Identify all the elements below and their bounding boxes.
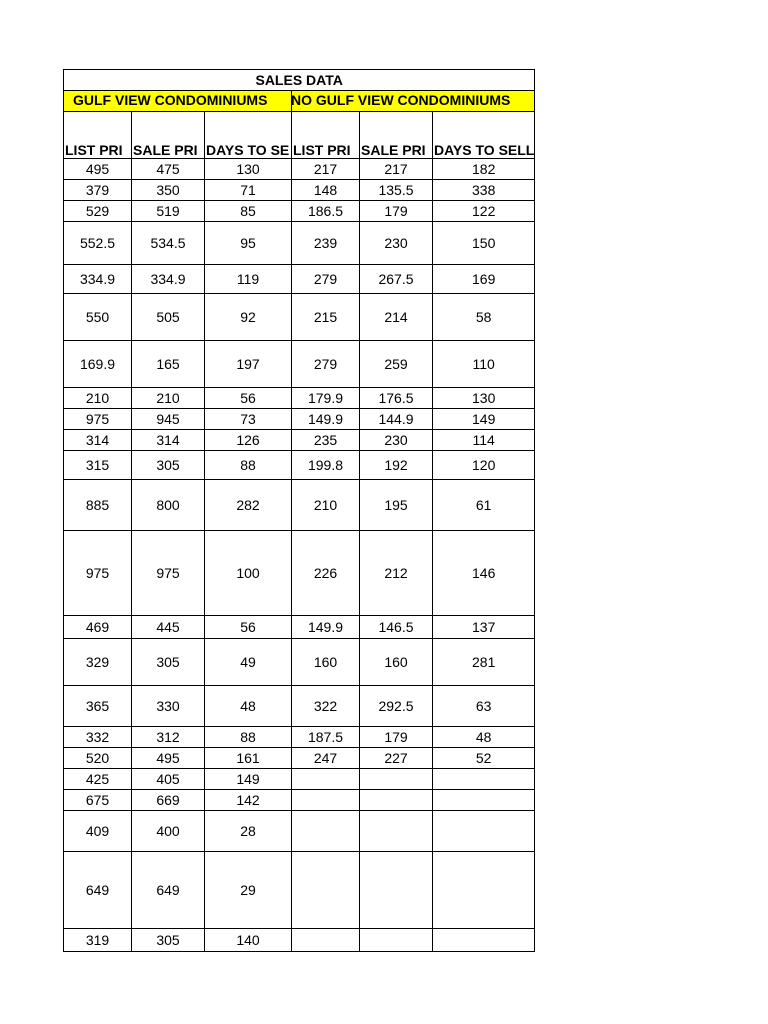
- sale-price-cell[interactable]: 292.5: [360, 686, 433, 727]
- days-to-sell-cell[interactable]: [433, 811, 535, 852]
- list-price-cell[interactable]: [292, 769, 360, 790]
- list-price-cell[interactable]: [292, 790, 360, 811]
- list-price-cell[interactable]: 425: [64, 769, 132, 790]
- sale-price-cell[interactable]: [360, 769, 433, 790]
- sale-price-cell[interactable]: 975: [132, 531, 205, 616]
- table-row: [64, 790, 535, 811]
- sale-price-cell[interactable]: 217: [360, 159, 433, 180]
- sale-price-cell[interactable]: [360, 811, 433, 852]
- list-price-cell[interactable]: 217: [292, 159, 360, 180]
- sale-price-cell[interactable]: 305: [132, 451, 205, 480]
- sale-price-cell[interactable]: 445: [132, 616, 205, 639]
- sale-price-header[interactable]: SALE PRI: [360, 112, 433, 159]
- table-row: [64, 159, 535, 180]
- list-price-cell[interactable]: 315: [64, 451, 132, 480]
- sale-price-cell[interactable]: 505: [132, 294, 205, 341]
- table-row: [64, 451, 535, 480]
- list-price-cell[interactable]: 329: [64, 639, 132, 686]
- sale-price-cell[interactable]: 227: [360, 748, 433, 769]
- days-to-sell-cell[interactable]: [433, 929, 535, 952]
- days-to-sell-cell[interactable]: 130: [433, 388, 535, 409]
- sale-price-cell[interactable]: 179: [360, 727, 433, 748]
- days-to-sell-cell[interactable]: 149: [205, 769, 292, 790]
- days-to-sell-cell[interactable]: [433, 769, 535, 790]
- list-price-cell[interactable]: 149.9: [292, 409, 360, 430]
- sale-price-cell[interactable]: 534.5: [132, 222, 205, 265]
- days-to-sell-cell[interactable]: 28: [205, 811, 292, 852]
- days-to-sell-cell[interactable]: 92: [205, 294, 292, 341]
- sale-price-cell[interactable]: 475: [132, 159, 205, 180]
- table-row: [64, 929, 535, 952]
- days-to-sell-cell[interactable]: 48: [205, 686, 292, 727]
- list-price-cell[interactable]: 210: [64, 388, 132, 409]
- list-price-cell[interactable]: 235: [292, 430, 360, 451]
- list-price-cell[interactable]: 322: [292, 686, 360, 727]
- gulf-view-label: GULF VIEW CONDOMINIUMS: [73, 92, 268, 108]
- table-row: [64, 265, 535, 294]
- days-to-sell-cell[interactable]: 146: [433, 531, 535, 616]
- list-price-cell[interactable]: 529: [64, 201, 132, 222]
- list-price-cell[interactable]: 975: [64, 531, 132, 616]
- days-to-sell-cell[interactable]: 119: [205, 265, 292, 294]
- no-gulf-view-label: NO GULF VIEW CONDOMINIUMS: [291, 92, 511, 108]
- days-to-sell-cell[interactable]: 56: [205, 388, 292, 409]
- sale-price-cell[interactable]: [360, 852, 433, 929]
- days-to-sell-cell[interactable]: 114: [433, 430, 535, 451]
- days-to-sell-cell[interactable]: 61: [433, 480, 535, 531]
- days-to-sell-cell[interactable]: 120: [433, 451, 535, 480]
- table-row: [64, 294, 535, 341]
- list-price-cell[interactable]: 247: [292, 748, 360, 769]
- sale-price-cell[interactable]: 214: [360, 294, 433, 341]
- spreadsheet: [63, 69, 535, 952]
- list-price-cell[interactable]: 179.9: [292, 388, 360, 409]
- days-to-sell-cell[interactable]: 63: [433, 686, 535, 727]
- sale-price-cell[interactable]: 350: [132, 180, 205, 201]
- list-price-cell[interactable]: 365: [64, 686, 132, 727]
- sale-price-cell[interactable]: 135.5: [360, 180, 433, 201]
- table-row: [64, 769, 535, 790]
- days-to-sell-cell[interactable]: 73: [205, 409, 292, 430]
- list-price-cell[interactable]: 334.9: [64, 265, 132, 294]
- list-price-cell[interactable]: 215: [292, 294, 360, 341]
- sale-price-cell[interactable]: 192: [360, 451, 433, 480]
- days-to-sell-cell[interactable]: 48: [433, 727, 535, 748]
- days-to-sell-cell[interactable]: 88: [205, 727, 292, 748]
- days-to-sell-cell[interactable]: 149: [433, 409, 535, 430]
- list-price-cell[interactable]: 332: [64, 727, 132, 748]
- list-price-cell[interactable]: 210: [292, 480, 360, 531]
- sale-price-cell[interactable]: 259: [360, 341, 433, 388]
- table-row: [64, 480, 535, 531]
- days-to-sell-cell[interactable]: 29: [205, 852, 292, 929]
- days-to-sell-cell[interactable]: 100: [205, 531, 292, 616]
- sale-price-cell[interactable]: 334.9: [132, 265, 205, 294]
- sale-price-cell[interactable]: 945: [132, 409, 205, 430]
- table-row: [64, 852, 535, 929]
- table-row: [64, 341, 535, 388]
- sale-price-cell[interactable]: 210: [132, 388, 205, 409]
- list-price-cell[interactable]: [292, 852, 360, 929]
- list-price-cell[interactable]: 148: [292, 180, 360, 201]
- days-to-sell-cell[interactable]: 142: [205, 790, 292, 811]
- list-price-cell[interactable]: 885: [64, 480, 132, 531]
- sale-price-cell[interactable]: 176.5: [360, 388, 433, 409]
- days-to-sell-cell[interactable]: [433, 852, 535, 929]
- days-to-sell-cell[interactable]: 122: [433, 201, 535, 222]
- sale-price-cell[interactable]: 312: [132, 727, 205, 748]
- table-row: [64, 409, 535, 430]
- table-row: [64, 388, 535, 409]
- sale-price-cell[interactable]: 165: [132, 341, 205, 388]
- sale-price-cell[interactable]: 314: [132, 430, 205, 451]
- list-price-cell[interactable]: 169.9: [64, 341, 132, 388]
- sale-price-cell[interactable]: [360, 929, 433, 952]
- sale-price-cell[interactable]: 144.9: [360, 409, 433, 430]
- sales-table: [63, 69, 535, 952]
- table-row: [64, 222, 535, 265]
- table-row: [64, 180, 535, 201]
- sale-price-cell[interactable]: 800: [132, 480, 205, 531]
- sale-price-cell[interactable]: 230: [360, 430, 433, 451]
- list-price-cell[interactable]: 675: [64, 790, 132, 811]
- list-price-cell[interactable]: 552.5: [64, 222, 132, 265]
- sale-price-cell[interactable]: 146.5: [360, 616, 433, 639]
- sale-price-cell[interactable]: 495: [132, 748, 205, 769]
- days-to-sell-cell[interactable]: 150: [433, 222, 535, 265]
- days-to-sell-cell[interactable]: 58: [433, 294, 535, 341]
- list-price-cell[interactable]: 520: [64, 748, 132, 769]
- sale-price-cell[interactable]: [360, 790, 433, 811]
- days-to-sell-cell[interactable]: 110: [433, 341, 535, 388]
- days-to-sell-cell[interactable]: 182: [433, 159, 535, 180]
- days-to-sell-cell[interactable]: 338: [433, 180, 535, 201]
- days-to-sell-cell[interactable]: 140: [205, 929, 292, 952]
- sale-price-cell[interactable]: 160: [360, 639, 433, 686]
- days-to-sell-cell[interactable]: 71: [205, 180, 292, 201]
- table-row: [64, 430, 535, 451]
- table-row: [64, 639, 535, 686]
- list-price-cell[interactable]: 199.8: [292, 451, 360, 480]
- list-price-cell[interactable]: 314: [64, 430, 132, 451]
- days-to-sell-cell[interactable]: 95: [205, 222, 292, 265]
- days-to-sell-cell[interactable]: 161: [205, 748, 292, 769]
- sale-price-cell[interactable]: 267.5: [360, 265, 433, 294]
- days-to-sell-cell[interactable]: 130: [205, 159, 292, 180]
- sale-price-header[interactable]: SALE PRI: [132, 112, 205, 159]
- no-gulf-view-header[interactable]: [292, 91, 535, 112]
- table-row: [64, 686, 535, 727]
- days-to-sell-cell[interactable]: 282: [205, 480, 292, 531]
- days-to-sell-cell[interactable]: 281: [433, 639, 535, 686]
- days-to-sell-cell[interactable]: 169: [433, 265, 535, 294]
- list-price-cell[interactable]: 160: [292, 639, 360, 686]
- list-price-cell[interactable]: 279: [292, 265, 360, 294]
- list-price-cell[interactable]: 649: [64, 852, 132, 929]
- table-row: [64, 748, 535, 769]
- list-price-cell[interactable]: 469: [64, 616, 132, 639]
- sale-price-cell[interactable]: 669: [132, 790, 205, 811]
- days-to-sell-cell[interactable]: 56: [205, 616, 292, 639]
- list-price-cell[interactable]: 186.5: [292, 201, 360, 222]
- sale-price-cell[interactable]: 330: [132, 686, 205, 727]
- table-row: [64, 811, 535, 852]
- sale-price-cell[interactable]: 305: [132, 639, 205, 686]
- sale-price-cell[interactable]: 305: [132, 929, 205, 952]
- list-price-cell[interactable]: 379: [64, 180, 132, 201]
- sheet-title[interactable]: SALES DATA: [64, 70, 535, 91]
- list-price-cell[interactable]: 239: [292, 222, 360, 265]
- days-to-sell-cell[interactable]: [433, 790, 535, 811]
- days-to-sell-header[interactable]: DAYS TO SE: [205, 112, 292, 159]
- sale-price-cell[interactable]: 195: [360, 480, 433, 531]
- list-price-header[interactable]: LIST PRI: [64, 112, 132, 159]
- list-price-cell[interactable]: 550: [64, 294, 132, 341]
- list-price-cell[interactable]: [292, 929, 360, 952]
- days-to-sell-cell[interactable]: 197: [205, 341, 292, 388]
- sale-price-cell[interactable]: 649: [132, 852, 205, 929]
- sale-price-cell[interactable]: 405: [132, 769, 205, 790]
- table-row: [64, 201, 535, 222]
- list-price-header[interactable]: LIST PRI: [292, 112, 360, 159]
- days-to-sell-cell[interactable]: 88: [205, 451, 292, 480]
- list-price-cell[interactable]: 409: [64, 811, 132, 852]
- list-price-cell[interactable]: 279: [292, 341, 360, 388]
- table-row: [64, 727, 535, 748]
- sale-price-cell[interactable]: 212: [360, 531, 433, 616]
- list-price-cell[interactable]: 495: [64, 159, 132, 180]
- sale-price-cell[interactable]: 519: [132, 201, 205, 222]
- sale-price-cell[interactable]: 230: [360, 222, 433, 265]
- sale-price-cell[interactable]: 400: [132, 811, 205, 852]
- days-to-sell-cell[interactable]: 137: [433, 616, 535, 639]
- list-price-cell[interactable]: 187.5: [292, 727, 360, 748]
- list-price-cell[interactable]: 319: [64, 929, 132, 952]
- sale-price-cell[interactable]: 179: [360, 201, 433, 222]
- gulf-view-header[interactable]: [64, 91, 292, 112]
- days-to-sell-cell[interactable]: 126: [205, 430, 292, 451]
- days-to-sell-header[interactable]: DAYS TO SELL: [433, 112, 535, 159]
- table-row: [64, 616, 535, 639]
- list-price-cell[interactable]: 226: [292, 531, 360, 616]
- table-row: [64, 531, 535, 616]
- list-price-cell[interactable]: 149.9: [292, 616, 360, 639]
- days-to-sell-cell[interactable]: 52: [433, 748, 535, 769]
- list-price-cell[interactable]: 975: [64, 409, 132, 430]
- list-price-cell[interactable]: [292, 811, 360, 852]
- days-to-sell-cell[interactable]: 85: [205, 201, 292, 222]
- days-to-sell-cell[interactable]: 49: [205, 639, 292, 686]
